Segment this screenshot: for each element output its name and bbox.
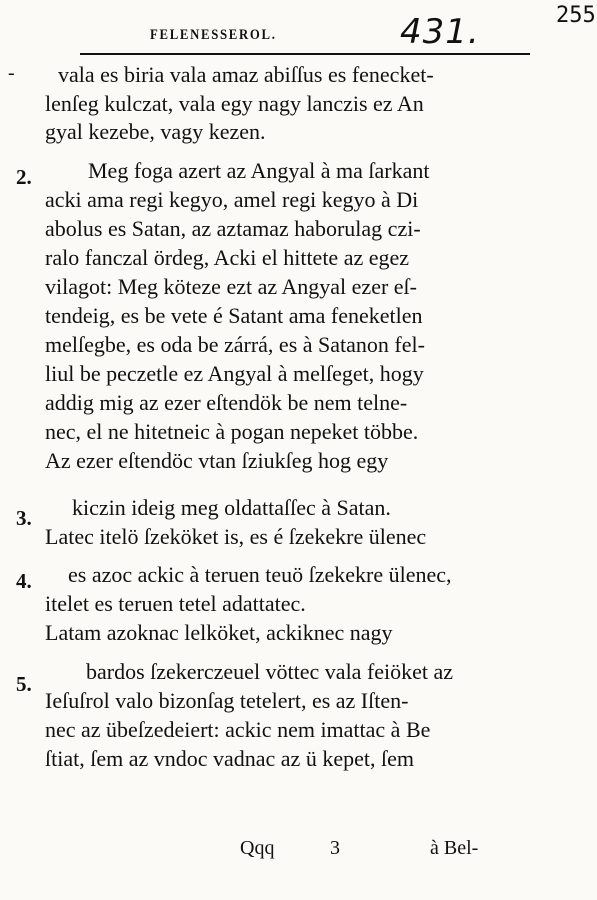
- text-line: nec, el ne hitetneic à pogan nepeket többe.: [45, 419, 419, 444]
- text-line: Latec itelö ſzeköket is, es é ſzekekre ülenec: [45, 524, 427, 549]
- text-line: lenſeg kulczat, vala egy nagy lanczis ez An: [45, 91, 424, 116]
- text-line: Ieſuſrol valo bizonſag tetelert, es az Iſten-: [45, 688, 409, 713]
- text-line: kiczin ideig meg oldattaſſec à Satan.: [72, 495, 391, 520]
- text-line: tendeig, es be vete é Satant ama feneketlen: [45, 303, 423, 328]
- text-line: nec az übeſzedeiert: ackic nem imattac à Be: [45, 717, 431, 742]
- text-line: Az ezer eſtendöc vtan ſziukſeg hog egy: [45, 448, 389, 473]
- signature-number: 3: [330, 837, 340, 859]
- text-line: acki ama regi kegyo, amel regi kegyo à Di: [45, 187, 419, 212]
- text-line: gyal kezebe, vagy kezen.: [45, 119, 266, 144]
- handwritten-page-number: 255: [556, 3, 596, 28]
- text-line: vala es biria vala amaz abiſſus es fenecket-: [58, 62, 434, 87]
- header-rule: [80, 53, 530, 55]
- text-line: addig mig az ezer eſtendök be nem telne-: [45, 390, 408, 415]
- text-line: Latam azoknac lelköket, ackiknec nagy: [45, 620, 393, 645]
- text-line: vilagot: Meg köteze ezt az Angyal ezer eſ-: [45, 274, 417, 299]
- folio-number: 431.: [400, 12, 480, 52]
- text-line: abolus es Satan, az aztamaz haborulag czi-: [45, 216, 421, 241]
- text-line: ſtiat, ſem az vndoc vadnac az ü kepet, ſem: [45, 746, 414, 771]
- signature-mark: Qqq: [240, 837, 275, 859]
- running-title: FELENESSEROL.: [150, 27, 277, 43]
- text-line: bardos ſzekerczeuel vöttec vala feiöket az: [86, 659, 454, 684]
- text-line: melſegbe, es oda be zárrá, es à Satanon fel-: [45, 332, 425, 357]
- verse-number: 4.: [16, 569, 32, 593]
- verse-number: 5.: [16, 672, 32, 696]
- text-line: itelet es teruen tetel adattatec.: [45, 591, 306, 616]
- verse-number: 2.: [16, 165, 32, 189]
- text-line: es azoc ackic à teruen teuö ſzekekre ülenec,: [68, 562, 452, 587]
- catchword: à Bel-: [430, 837, 479, 859]
- verse-number: 3.: [16, 506, 32, 530]
- margin-mark: -: [8, 62, 15, 84]
- text-line: Meg foga azert az Angyal à ma ſarkant: [88, 158, 430, 183]
- text-line: liul be peczetle ez Angyal à melſeget, hogy: [45, 361, 424, 386]
- text-line: ralo fanczal ördeg, Acki el hittete az egez: [45, 245, 410, 270]
